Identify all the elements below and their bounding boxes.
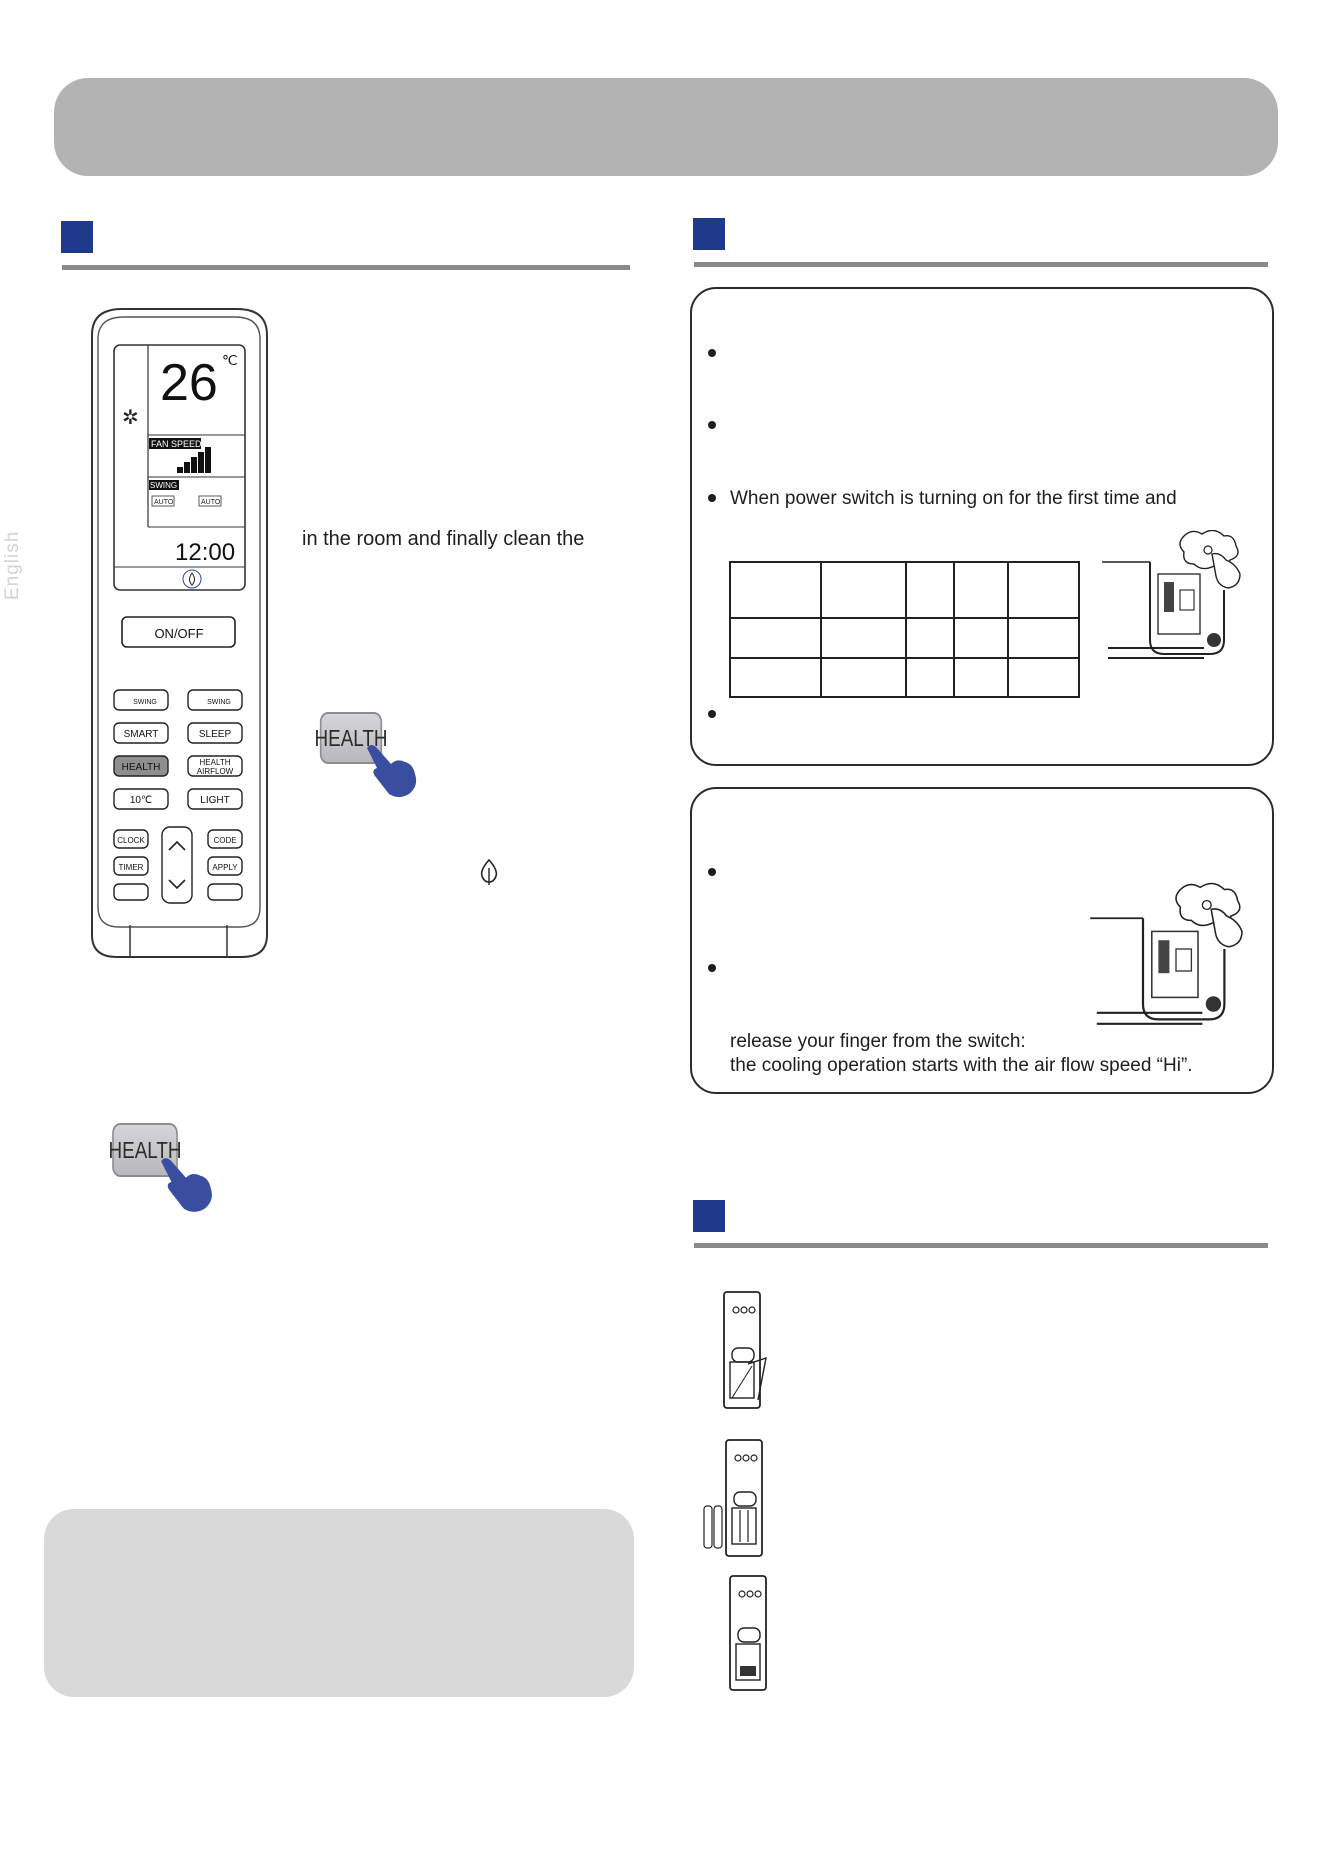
health-button-graphic: HEALTH xyxy=(320,712,382,764)
language-tab: English xyxy=(2,530,23,600)
panel2-line-2: the cooling operation starts with the air flow speed “Hi”. xyxy=(730,1055,1193,1076)
svg-text:SWING: SWING xyxy=(133,699,157,706)
up-down-button xyxy=(162,827,192,903)
bullet-6 xyxy=(708,964,716,972)
svg-text:SWING: SWING xyxy=(207,699,231,706)
svg-text:CLOCK: CLOCK xyxy=(117,836,145,845)
left-body-text: in the room and finally clean the xyxy=(302,528,585,550)
leaf-icon xyxy=(478,858,500,886)
lcd-temperature: 26 xyxy=(160,354,218,412)
svg-text:10℃: 10℃ xyxy=(129,795,153,806)
title-bar xyxy=(54,78,1278,176)
svg-text:LIGHT: LIGHT xyxy=(200,795,230,806)
lcd-clock: 12:00 xyxy=(175,539,236,566)
pointing-hand-icon xyxy=(365,742,421,800)
svg-text:HEALTH: HEALTH xyxy=(199,758,231,767)
swing-label: SWING xyxy=(150,481,178,490)
svg-text:CODE: CODE xyxy=(213,836,237,845)
pointing-hand-icon-2 xyxy=(159,1155,217,1215)
indoor-unit-switch-illustration-2 xyxy=(1088,880,1264,1040)
section-marker-right-1 xyxy=(693,218,725,250)
battery-step-1-illustration xyxy=(718,1288,770,1412)
indoor-unit-switch-illustration-1 xyxy=(1100,530,1260,670)
section-rule-right-2 xyxy=(694,1243,1268,1248)
empty-table xyxy=(729,561,1081,699)
svg-text:APPLY: APPLY xyxy=(212,863,238,872)
svg-text:SMART: SMART xyxy=(123,729,159,740)
battery-step-3-illustration xyxy=(724,1574,776,1694)
panel2-line-1: release your finger from the switch: xyxy=(730,1031,1026,1052)
section-rule-left xyxy=(62,265,630,270)
bullet-2 xyxy=(708,421,716,429)
svg-text:HEALTH: HEALTH xyxy=(121,762,161,773)
battery-step-2-illustration xyxy=(700,1436,770,1560)
health-press-illustration-2 xyxy=(105,1123,223,1215)
swing-mode-1: AUTO xyxy=(154,499,174,506)
section-marker-right-2 xyxy=(693,1200,725,1232)
note-box xyxy=(44,1509,634,1697)
bullet-3 xyxy=(708,494,716,502)
section-rule-right-1 xyxy=(694,262,1268,267)
section-marker-left xyxy=(61,221,93,253)
bullet-3-text: When power switch is turning on for the first time and xyxy=(730,488,1177,509)
fan-snowflake-icon: ✲ xyxy=(122,407,139,429)
bullet-1 xyxy=(708,349,716,357)
remote-control-illustration xyxy=(82,305,277,960)
fan-speed-label: FAN SPEED xyxy=(151,439,202,449)
bullet-5 xyxy=(708,868,716,876)
bullet-4 xyxy=(708,710,716,718)
svg-text:SLEEP: SLEEP xyxy=(198,729,232,740)
health-button-graphic-2: HEALTH xyxy=(112,1123,178,1177)
svg-text:AIRFLOW: AIRFLOW xyxy=(196,767,234,776)
on-off-label: ON/OFF xyxy=(154,626,204,641)
swing-mode-2: AUTO xyxy=(201,499,221,506)
health-press-illustration-1 xyxy=(313,712,425,802)
svg-text:TIMER: TIMER xyxy=(118,863,144,872)
lcd-temp-unit: ℃ xyxy=(222,352,238,368)
